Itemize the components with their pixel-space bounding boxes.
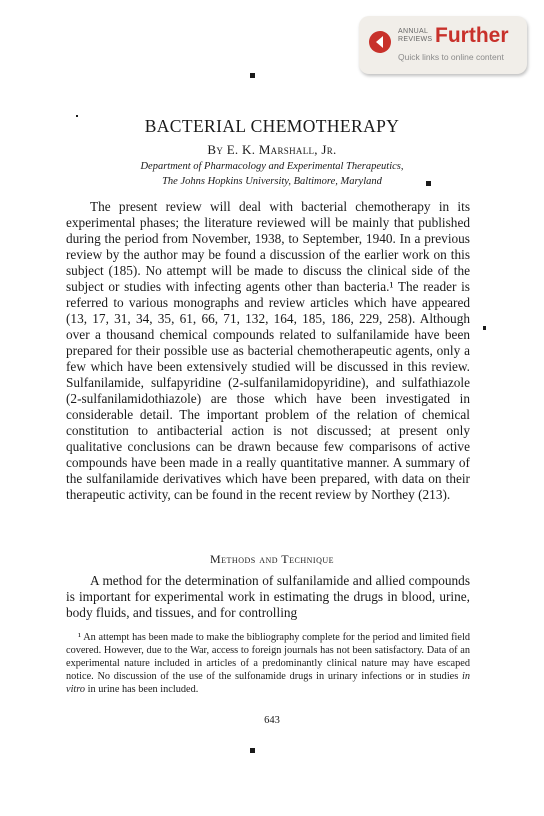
intro-paragraph: The present review will deal with bacterial chemotherapy in its experimental phases; the literature reviewed will be mainly that published during the period from November, 1938, to September, 1940. In a previous review by the author may be found a discussion of the earlier work on this subject (185). No attempt will be made to discuss the clinical side of the subject or studies with infecting agents other than bacteria.¹ The reader is referred to various monographs and review articles which have appeared (13, 17, 31, 34, 35, 61, 66, 71, 132, 164, 185, 186, 229, 258). Although over a thousand chemical compounds related to sulfanilamide have been prepared for their possible use as bacterial chemotherapeutic agents, only a few which have been extensively studied will be discussed in this review. Sulfanilamide, sulfapyridine (2-sulfanilamidopyridine), and sulfathiazole (2-sulfanilamidothiazole) are those which have been investigated in considerable detail. The important problem of the relation of chemical constitution to antibacterial action is not discussed; at present only qualitative conclusions can be drawn because few comparisons of active compounds have been made in a really quantitative manner. A summary of the sulfanilamide derivatives which have been prepared, with data on their therapeutic activity, can be found in the recent review by Northey (213). xyxy=(66,199,470,502)
further-links-badge[interactable] xyxy=(359,16,527,74)
article-title: BACTERIAL CHEMOTHERAPY xyxy=(144,116,400,136)
scan-mark-margin xyxy=(483,326,486,330)
scan-mark-top xyxy=(250,73,255,78)
affiliation-line-1: Department of Pharmacology and Experimental Therapeutics, xyxy=(140,161,404,172)
affiliation-line-2: The Johns Hopkins University, Baltimore, Maryland xyxy=(162,176,382,187)
section-heading: Methods and Technique xyxy=(209,552,335,566)
further-label: Further xyxy=(435,24,509,47)
play-icon xyxy=(369,31,391,53)
methods-paragraph: A method for the determination of sulfanilamide and allied compounds is important for experimental work in estimating the drugs in blood, urine, body fluids, and tissues, and for controlling xyxy=(66,573,470,620)
page-number: 643 xyxy=(264,715,280,726)
article-byline: By E. K. Marshall, Jr. xyxy=(207,142,337,157)
further-subtitle: Quick links to online content xyxy=(398,52,504,62)
annual-reviews-logo: ANNUAL REVIEWS xyxy=(398,28,433,43)
scan-mark-bottom xyxy=(250,748,255,753)
footnote: ¹ An attempt has been made to make the bibliography complete for the period and limited field covered. However, due to the War, access to foreign journals has not been satisfactory. Data of an experimental nature included in articles of a predominantly clinical nature may have escaped notice. No discussion of the use of the sulfonamide drugs in urinary infections or in studies in vitro in urine has been included. xyxy=(66,632,470,695)
